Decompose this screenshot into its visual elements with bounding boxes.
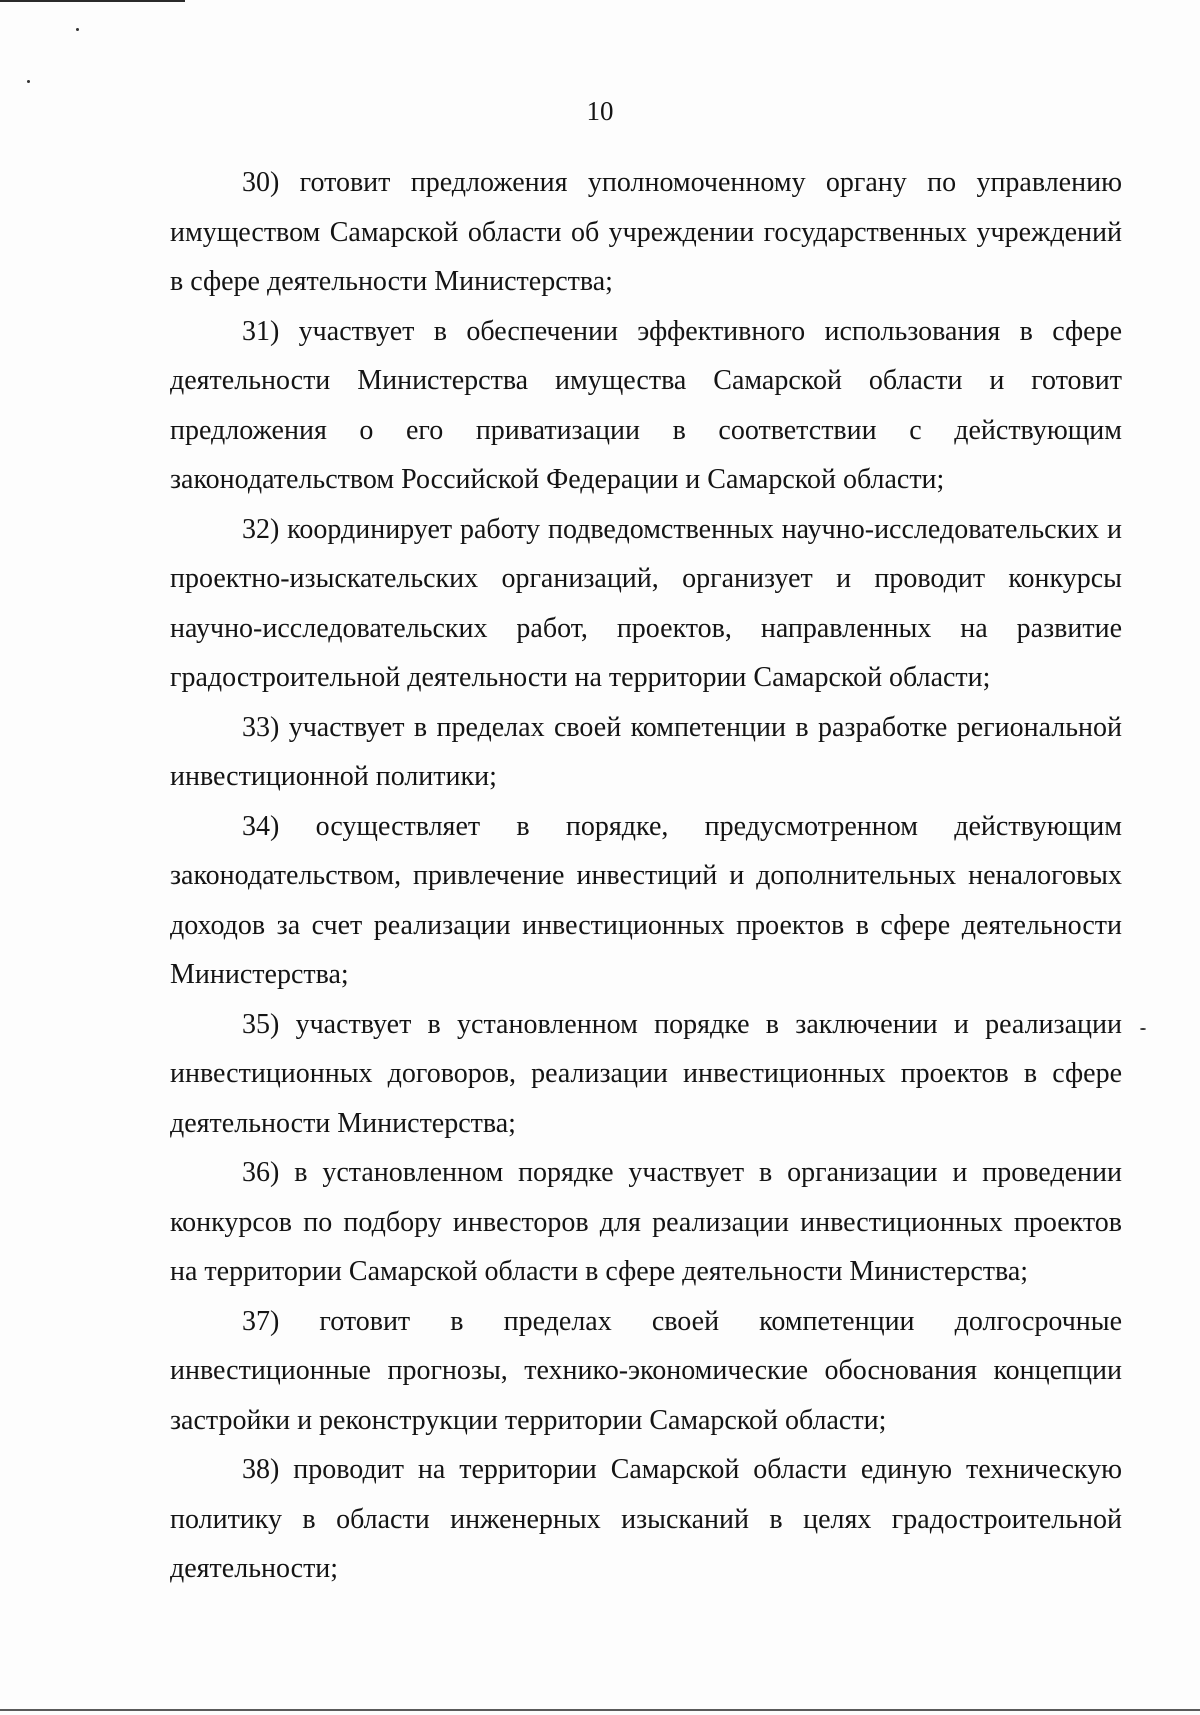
document-body	[170, 158, 1122, 1594]
paragraph-item-32: 32) координирует работу подведомственных научно-исследовательских и проектно-изыскательских организаций, организует и проводит конкурсы научно-исследовательских работ, проектов, направленных на развитие градостроительной деятельности на территории Самарской области;	[170, 513, 1122, 693]
paragraph-item-35: 35) участвует в установленном порядке в заключении и реализации инвестиционных договоров, реализации инвестиционных проектов в сфере деятельности Министерства;	[170, 1008, 1122, 1139]
scan-speck	[76, 28, 79, 31]
paragraph-item-38: 38) проводит на территории Самарской области единую техническую политику в области инженерных изысканий в целях градостроительной деятельности;	[170, 1454, 1122, 1584]
paragraph-item-36: 36) в установленном порядке участвует в организации и проведении конкурсов по подбору инвесторов для реализации инвестиционных проектов на территории Самарской области в сфере деятельности Министерства;	[170, 1157, 1122, 1287]
scan-edge-bottom	[0, 1709, 1200, 1711]
paragraph-item-31: 31) участвует в обеспечении эффективного использования в сфере деятельности Министерства имущества Самарской области и готовит предложения о его приватизации в соответствии с действующим законодательством Российской Федерации и Самарской области;	[170, 315, 1122, 495]
paragraph-item-37: 37) готовит в пределах своей компетенции долгосрочные инвестиционные прогнозы, технико-экономические обоснования концепции застройки и реконструкции территории Самарской области;	[170, 1305, 1122, 1436]
paragraph-item-34: 34) осуществляет в порядке, предусмотренном действующим законодательством, привлечение инвестиций и дополнительных неналоговых доходов за счет реализации инвестиционных проектов в сфере деятельности Министерства;	[170, 810, 1122, 990]
page-number: 10	[586, 96, 614, 126]
paragraph-item-30: 30) готовит предложения уполномоченному органу по управлению имуществом Самарской области об учреждении государственных учреждений в сфере деятельности Министерства;	[170, 167, 1122, 297]
paragraph-item-33: 33) участвует в пределах своей компетенции в разработке региональной инвестиционной политики;	[170, 711, 1122, 792]
scan-speck	[1140, 1028, 1146, 1030]
scan-speck	[27, 80, 30, 83]
scan-edge-top	[0, 0, 185, 2]
